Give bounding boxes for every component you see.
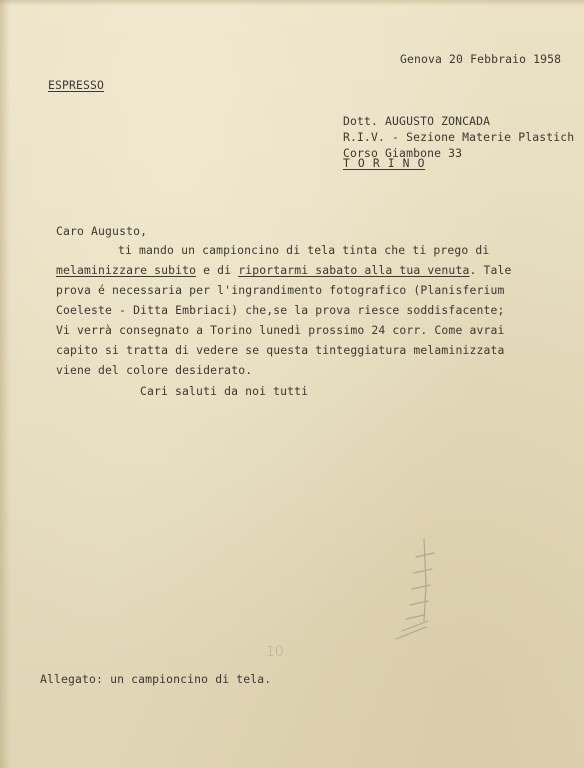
recipient-street: Corso Giambone 33	[343, 146, 463, 160]
pencil-number: 10	[266, 644, 284, 660]
salutation: Caro Augusto,	[56, 224, 148, 238]
body-line-2	[56, 263, 512, 277]
body-line-1: ti mando un campioncino di tela tinta che ti prego di	[118, 243, 490, 257]
paper-edge-shadow	[0, 0, 10, 768]
body-line-2-connector: e di	[196, 263, 239, 277]
body-line-5: Vi verrà consegnato a Torino lunedì prossimo 24 corr. Come avrai	[56, 323, 505, 337]
body-line-3: prova é necessaria per l'ingrandimento fotografico (Planisferium	[56, 283, 505, 297]
recipient-company: R.I.V. - Sezione Materie Plastich	[343, 130, 575, 144]
closing: Cari saluti da noi tutti	[140, 384, 309, 398]
enclosure-note: Allegato: un campioncino di tela.	[40, 672, 272, 686]
body-line-7: viene del colore desiderato.	[56, 363, 253, 377]
body-line-4: Coeleste - Ditta Embriaci) che,se la prova riesce soddisfacente;	[56, 303, 505, 317]
date-line: Genova 20 Febbraio 1958	[400, 52, 562, 66]
recipient-city: T O R I N O	[343, 156, 426, 170]
delivery-label: ESPRESSO	[48, 78, 105, 92]
recipient-name: Dott. AUGUSTO ZONCADA	[343, 114, 491, 128]
paper-top-shadow	[0, 0, 584, 6]
body-line-6: capito si tratta di vedere se questa tinteggiatura melaminizzata	[56, 343, 505, 357]
body-line-2-tail: . Tale	[469, 263, 512, 277]
pencil-annotation	[380, 535, 440, 655]
emphasis-riportarmi: riportarmi sabato alla tua venuta	[238, 263, 470, 277]
emphasis-melaminizzare: melaminizzare subito	[56, 263, 197, 277]
